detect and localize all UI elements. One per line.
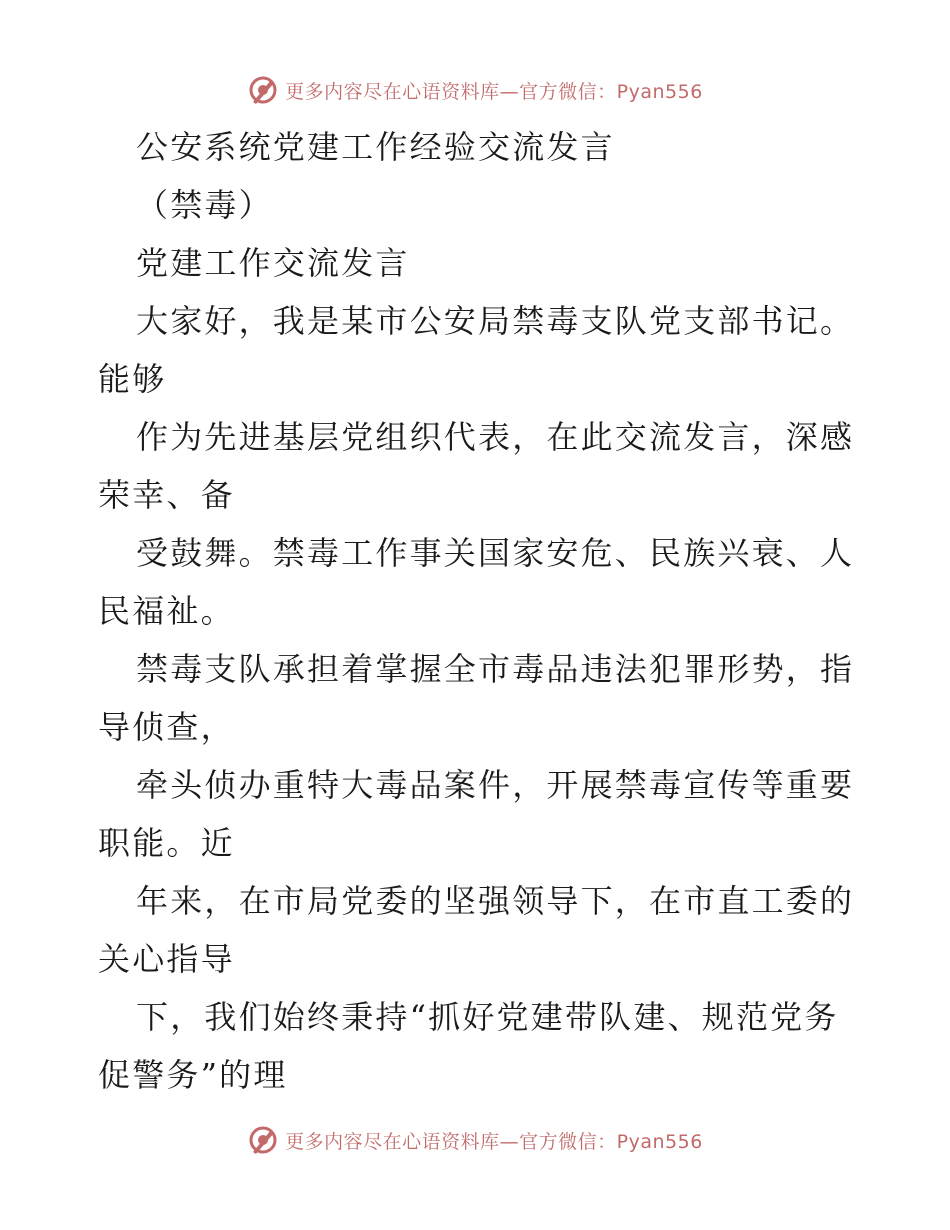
text-line: 民福祉。 — [98, 592, 235, 630]
text-line: 下，我们始终秉持“抓好党建带队建、规范党务 — [136, 998, 839, 1036]
watermark-text: 更多内容尽在心语资料库—官方微信：Pyan556 — [285, 1130, 703, 1153]
text-line: 职能。近 — [98, 824, 235, 862]
quill-circle-icon — [247, 74, 279, 106]
text-line: 荣幸、备 — [98, 476, 235, 514]
quill-circle-icon — [247, 1124, 279, 1156]
text-line: 能够 — [98, 360, 167, 398]
text-line: 受鼓舞。禁毒工作事关国家安危、民族兴衰、人 — [136, 534, 855, 572]
document-body — [98, 118, 858, 1104]
text-line: 关心指导 — [98, 940, 235, 978]
text-line: 作为先进基层党组织代表，在此交流发言，深感 — [136, 418, 855, 456]
document-subtitle: （禁毒） — [136, 186, 273, 224]
text-line: 促警务”的理 — [98, 1056, 288, 1094]
watermark-text: 更多内容尽在心语资料库—官方微信：Pyan556 — [285, 80, 703, 103]
text-line: 牵头侦办重特大毒品案件，开展禁毒宣传等重要 — [136, 766, 855, 804]
text-line: 禁毒支队承担着掌握全市毒品违法犯罪形势，指 — [136, 650, 855, 688]
footer-watermark — [0, 1120, 950, 1160]
text-line: 年来，在市局党委的坚强领导下，在市直工委的 — [136, 882, 855, 920]
section-heading: 党建工作交流发言 — [136, 244, 410, 282]
text-line: 导侦查， — [98, 708, 235, 746]
document-title: 公安系统党建工作经验交流发言 — [136, 128, 615, 166]
text-line: 大家好，我是某市公安局禁毒支队党支部书记。 — [136, 302, 855, 340]
header-watermark — [0, 70, 950, 110]
